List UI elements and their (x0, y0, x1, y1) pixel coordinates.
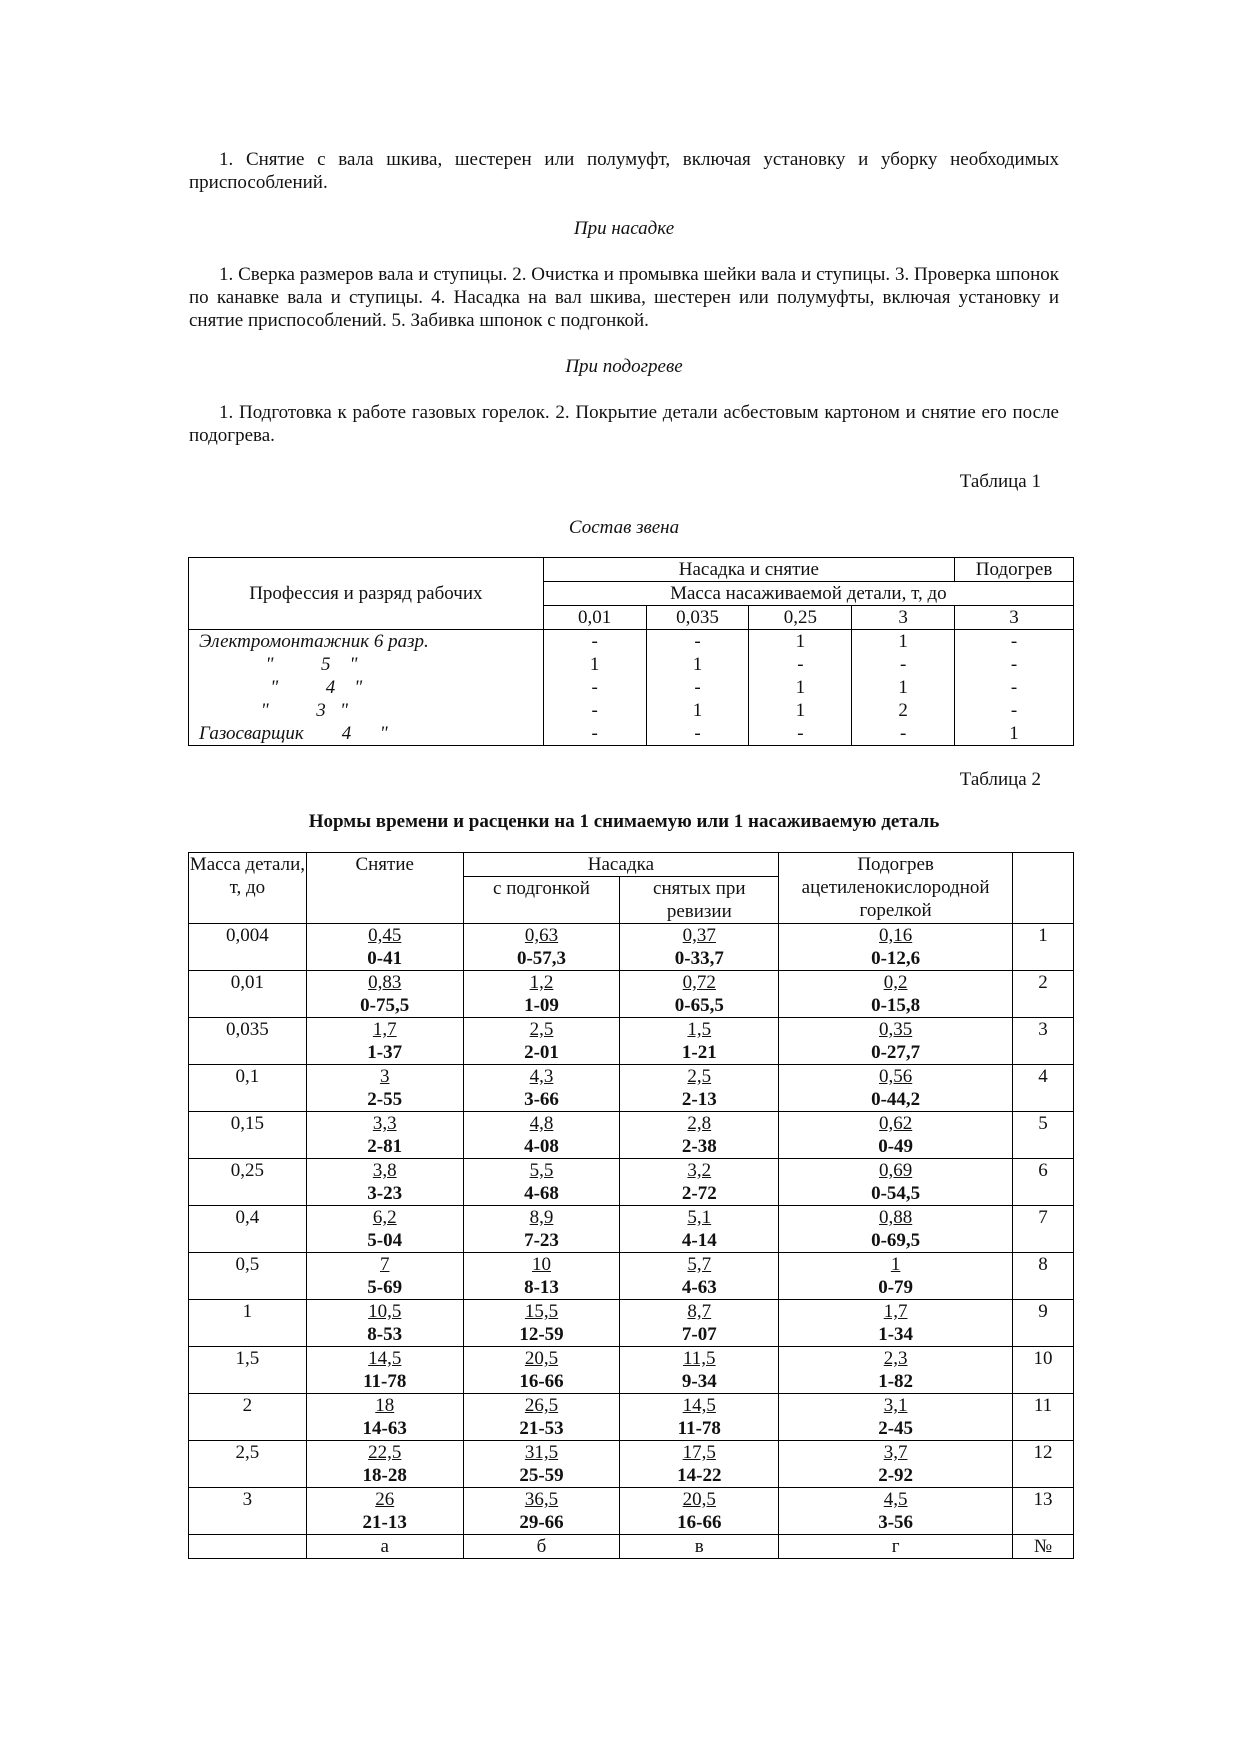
time-norm: 7 (379, 1254, 390, 1275)
norms-row (189, 1018, 1074, 1065)
norm-cell-a (306, 1018, 463, 1065)
table1-label: Таблица 1 (959, 471, 1041, 492)
mass-cell: 1,5 (189, 1347, 307, 1394)
norm-cell-d (779, 971, 1013, 1018)
rate-value: 1-37 (367, 1042, 403, 1063)
time-norm: 0,83 (368, 972, 402, 993)
mass-value: 3 (955, 606, 1074, 630)
norm-cell-c (620, 1159, 779, 1206)
time-norm: 18 (375, 1395, 395, 1416)
norm-cell-c (620, 971, 779, 1018)
time-norm: 0,16 (878, 925, 913, 946)
rate-value: 3-66 (524, 1089, 559, 1110)
rate-value: 4-63 (681, 1277, 717, 1298)
norm-cell-d (779, 1065, 1013, 1112)
footer-cell: г (779, 1535, 1013, 1559)
norm-cell-b (463, 1488, 620, 1535)
rate-value: 2-92 (878, 1465, 914, 1486)
norm-cell-c (620, 1253, 779, 1300)
row-number: 9 (1013, 1300, 1074, 1347)
crew-count-cell: - (543, 676, 646, 699)
time-norm: 31,5 (524, 1442, 559, 1463)
fitting-header: Насадка (463, 853, 779, 877)
norms-row (189, 1206, 1074, 1253)
mass-cell: 0,25 (189, 1159, 307, 1206)
time-norm: 10,5 (368, 1301, 402, 1322)
heating-heading: При подогреве (565, 356, 683, 377)
norms-row (189, 1441, 1074, 1488)
rate-value: 1-21 (681, 1042, 717, 1063)
norm-cell-b (463, 1018, 620, 1065)
table1-title: Состав звена (568, 517, 680, 538)
rate-value: 1-34 (878, 1324, 914, 1345)
row-number: 13 (1013, 1488, 1074, 1535)
crew-count-cell: 1 (749, 699, 852, 722)
time-norm: 0,45 (368, 925, 402, 946)
row-number: 10 (1013, 1347, 1074, 1394)
rate-value: 7-23 (524, 1230, 559, 1251)
row-number: 8 (1013, 1253, 1074, 1300)
time-norm: 15,5 (524, 1301, 559, 1322)
time-norm: 4,3 (529, 1066, 554, 1087)
norm-cell-b (463, 1394, 620, 1441)
profession-cell: Электромонтажник 6 разр. (189, 630, 544, 654)
table2-title: Нормы времени и расценки на 1 снимаемую или 1 насаживаемую деталь (308, 811, 940, 832)
norms-row (189, 1300, 1074, 1347)
table2-label: Таблица 2 (959, 769, 1041, 790)
norm-cell-b (463, 924, 620, 971)
norms-row (189, 971, 1074, 1018)
norm-cell-b (463, 1253, 620, 1300)
heating-header: Подогрев (955, 558, 1074, 582)
rate-value: 25-59 (519, 1465, 564, 1486)
rate-value: 8-13 (524, 1277, 559, 1298)
time-norm: 0,2 (883, 972, 908, 993)
fit-adjust-header: с подгонкой (463, 877, 620, 924)
rate-value: 2-81 (367, 1136, 403, 1157)
norms-row (189, 1065, 1074, 1112)
norm-cell-d (779, 1347, 1013, 1394)
time-norm: 11,5 (683, 1348, 716, 1369)
norm-cell-d (779, 1018, 1013, 1065)
crew-count-cell: - (955, 653, 1074, 676)
rate-value: 5-69 (367, 1277, 403, 1298)
mass-cell: 1 (189, 1300, 307, 1347)
norm-cell-a (306, 1300, 463, 1347)
norms-table (188, 852, 1074, 1559)
rate-value: 8-53 (367, 1324, 403, 1345)
fitting-paragraph: 1. Сверка размеров вала и ступицы. 2. Очистка и промывка шейки вала и ступицы. 3. Проверка шпонок по канавке вала и ступицы. 4. Насадка на вал шкива, шестерен или полумуфты, включая установку и снятие приспособлений. 5. Забивка шпонок с подгонкой. (189, 264, 1059, 331)
norm-cell-b (463, 971, 620, 1018)
crew-row (189, 653, 1074, 676)
rate-value: 0-65,5 (674, 995, 724, 1016)
norm-cell-a (306, 1159, 463, 1206)
rate-value: 0-75,5 (360, 995, 410, 1016)
norm-cell-a (306, 1065, 463, 1112)
time-norm: 0,37 (682, 925, 716, 946)
row-number: 7 (1013, 1206, 1074, 1253)
mass-cell: 3 (189, 1488, 307, 1535)
rate-value: 4-14 (681, 1230, 717, 1251)
rate-value: 2-72 (681, 1183, 717, 1204)
mass-value: 0,25 (749, 606, 852, 630)
rate-value: 11-78 (363, 1371, 407, 1392)
rate-value: 14-63 (362, 1418, 407, 1439)
norm-cell-a (306, 924, 463, 971)
time-norm: 1,2 (529, 972, 554, 993)
rate-value: 5-04 (367, 1230, 403, 1251)
row-number: 3 (1013, 1018, 1074, 1065)
rate-value: 0-69,5 (871, 1230, 921, 1251)
rate-value: 0-49 (878, 1136, 914, 1157)
profession-cell: " 4 " (189, 676, 544, 699)
crew-count-cell: - (543, 699, 646, 722)
rate-value: 4-68 (524, 1183, 559, 1204)
rate-value: 0-41 (367, 948, 403, 969)
rate-value: 21-53 (519, 1418, 564, 1439)
time-norm: 0,56 (878, 1066, 913, 1087)
norm-cell-d (779, 924, 1013, 971)
crew-count-cell: 1 (749, 676, 852, 699)
norm-cell-c (620, 1300, 779, 1347)
norm-cell-a (306, 1253, 463, 1300)
rate-value: 0-12,6 (871, 948, 921, 969)
heating-paragraph: 1. Подготовка к работе газовых горелок. 2. Покрытие детали асбестовым картоном и снятие его после подогрева. (189, 402, 1059, 446)
crew-count-cell: - (749, 722, 852, 746)
norm-cell-b (463, 1300, 620, 1347)
time-norm: 1 (890, 1254, 901, 1275)
norm-cell-d (779, 1206, 1013, 1253)
rate-value: 0-54,5 (871, 1183, 921, 1204)
norm-cell-c (620, 1018, 779, 1065)
time-norm: 0,35 (878, 1019, 913, 1040)
crew-count-cell: - (543, 722, 646, 746)
norm-cell-c (620, 924, 779, 971)
rate-value: 0-33,7 (674, 948, 724, 969)
row-number: 1 (1013, 924, 1074, 971)
crew-count-cell: 2 (852, 699, 955, 722)
norm-cell-d (779, 1112, 1013, 1159)
mass-cell: 0,004 (189, 924, 307, 971)
mass-cell: 0,1 (189, 1065, 307, 1112)
time-norm: 4,8 (529, 1113, 554, 1134)
norm-cell-a (306, 1347, 463, 1394)
rate-value: 2-38 (681, 1136, 717, 1157)
time-norm: 4,5 (883, 1489, 908, 1510)
mass-cell: 2,5 (189, 1441, 307, 1488)
norm-cell-d (779, 1159, 1013, 1206)
norm-cell-d (779, 1253, 1013, 1300)
time-norm: 10 (532, 1254, 551, 1275)
mass-value: 0,035 (646, 606, 749, 630)
norms-row (189, 1488, 1074, 1535)
norm-cell-a (306, 1441, 463, 1488)
norm-cell-d (779, 1394, 1013, 1441)
mass-header: Масса детали, т, до (189, 853, 307, 924)
crew-count-cell: 1 (955, 722, 1074, 746)
norms-row (189, 1347, 1074, 1394)
rate-value: 16-66 (677, 1512, 722, 1533)
norm-cell-b (463, 1441, 620, 1488)
crew-count-cell: - (646, 676, 749, 699)
time-norm: 8,7 (687, 1301, 712, 1322)
time-norm: 2,8 (687, 1113, 712, 1134)
rate-value: 2-13 (681, 1089, 717, 1110)
profession-cell: Газосварщик 4 " (189, 722, 544, 746)
time-norm: 6,2 (372, 1207, 397, 1228)
crew-row (189, 676, 1074, 699)
rate-value: 14-22 (677, 1465, 722, 1486)
rate-value: 0-57,3 (516, 948, 567, 969)
norms-row (189, 1253, 1074, 1300)
time-norm: 1,5 (687, 1019, 712, 1040)
mass-header: Масса насаживаемой детали, т, до (543, 582, 1073, 606)
time-norm: 17,5 (682, 1442, 716, 1463)
rate-value: 2-55 (367, 1089, 403, 1110)
norms-row (189, 1394, 1074, 1441)
time-norm: 0,62 (878, 1113, 913, 1134)
document-page (189, 148, 1059, 1559)
time-norm: 0,69 (878, 1160, 913, 1181)
crew-count-cell: - (543, 630, 646, 654)
time-norm: 26 (375, 1489, 395, 1510)
time-norm: 5,7 (687, 1254, 712, 1275)
row-number: 6 (1013, 1159, 1074, 1206)
rate-value: 0-15,8 (871, 995, 921, 1016)
row-number: 5 (1013, 1112, 1074, 1159)
mass-value: 0,01 (543, 606, 646, 630)
time-norm: 26,5 (524, 1395, 559, 1416)
crew-count-cell: - (646, 722, 749, 746)
norm-cell-b (463, 1159, 620, 1206)
norm-cell-c (620, 1065, 779, 1112)
crew-row (189, 630, 1074, 654)
norm-cell-c (620, 1112, 779, 1159)
time-norm: 14,5 (682, 1395, 716, 1416)
rate-value: 4-08 (524, 1136, 559, 1157)
time-norm: 2,5 (687, 1066, 712, 1087)
mass-cell: 0,035 (189, 1018, 307, 1065)
rate-value: 3-56 (878, 1512, 914, 1533)
crew-count-cell: - (749, 653, 852, 676)
time-norm: 8,9 (529, 1207, 554, 1228)
time-norm: 20,5 (524, 1348, 559, 1369)
time-norm: 2,3 (883, 1348, 908, 1369)
crew-count-cell: 1 (646, 653, 749, 676)
crew-count-cell: 1 (749, 630, 852, 654)
time-norm: 1,7 (372, 1019, 397, 1040)
rate-value: 1-82 (878, 1371, 914, 1392)
crew-count-cell: - (852, 722, 955, 746)
mass-cell: 2 (189, 1394, 307, 1441)
norm-cell-a (306, 1488, 463, 1535)
row-number: 12 (1013, 1441, 1074, 1488)
crew-count-cell: - (955, 630, 1074, 654)
norm-cell-d (779, 1300, 1013, 1347)
footer-cell: б (463, 1535, 620, 1559)
mass-cell: 0,5 (189, 1253, 307, 1300)
footer-cell (189, 1535, 307, 1559)
rate-value: 21-13 (362, 1512, 407, 1533)
crew-count-cell: - (955, 699, 1074, 722)
fit-revision-header: снятых при ревизии (620, 877, 779, 924)
time-norm: 36,5 (524, 1489, 559, 1510)
norm-cell-a (306, 1112, 463, 1159)
removal-header: Снятие (306, 853, 463, 924)
profession-cell: " 5 " (189, 653, 544, 676)
norm-cell-a (306, 1206, 463, 1253)
norm-cell-b (463, 1065, 620, 1112)
rate-value: 16-66 (519, 1371, 564, 1392)
time-norm: 3,2 (687, 1160, 712, 1181)
time-norm: 14,5 (368, 1348, 402, 1369)
norms-row (189, 1112, 1074, 1159)
rate-value: 0-44,2 (871, 1089, 921, 1110)
crew-row (189, 722, 1074, 746)
norm-cell-d (779, 1488, 1013, 1535)
profession-cell: " 3 " (189, 699, 544, 722)
rate-value: 0-79 (878, 1277, 914, 1298)
norm-cell-c (620, 1488, 779, 1535)
norm-cell-c (620, 1441, 779, 1488)
norm-cell-a (306, 971, 463, 1018)
norm-cell-c (620, 1394, 779, 1441)
time-norm: 3,1 (883, 1395, 908, 1416)
crew-count-cell: - (646, 630, 749, 654)
rate-value: 2-01 (524, 1042, 559, 1063)
norm-cell-b (463, 1347, 620, 1394)
norms-row (189, 924, 1074, 971)
row-number: 2 (1013, 971, 1074, 1018)
rate-value: 7-07 (681, 1324, 717, 1345)
time-norm: 0,63 (524, 925, 559, 946)
time-norm: 1,7 (883, 1301, 908, 1322)
fitting-heading: При насадке (573, 218, 675, 239)
norm-cell-b (463, 1112, 620, 1159)
crew-count-cell: 1 (852, 630, 955, 654)
norm-cell-c (620, 1206, 779, 1253)
index-header (1013, 853, 1074, 924)
time-norm: 3,3 (372, 1113, 397, 1134)
removal-paragraph: 1. Снятие с вала шкива, шестерен или полумуфт, включая установку и уборку необходимых приспособлений. (189, 149, 1059, 193)
norm-cell-d (779, 1441, 1013, 1488)
footer-cell: в (620, 1535, 779, 1559)
mass-cell: 0,15 (189, 1112, 307, 1159)
mass-value: 3 (852, 606, 955, 630)
crew-count-cell: 1 (543, 653, 646, 676)
crew-table (188, 557, 1074, 746)
time-norm: 0,88 (878, 1207, 913, 1228)
time-norm: 3 (379, 1066, 390, 1087)
rate-value: 9-34 (681, 1371, 717, 1392)
heating-header: Подогрев ацетиленокислородной горелкой (779, 853, 1013, 924)
crew-count-cell: - (852, 653, 955, 676)
rate-value: 11-78 (677, 1418, 721, 1439)
time-norm: 5,5 (529, 1160, 554, 1181)
rate-value: 2-45 (878, 1418, 914, 1439)
rate-value: 18-28 (362, 1465, 407, 1486)
row-number: 11 (1013, 1394, 1074, 1441)
rate-value: 29-66 (519, 1512, 564, 1533)
norm-cell-c (620, 1347, 779, 1394)
mass-cell: 0,4 (189, 1206, 307, 1253)
norm-cell-a (306, 1394, 463, 1441)
row-number: 4 (1013, 1065, 1074, 1112)
time-norm: 2,5 (529, 1019, 554, 1040)
time-norm: 5,1 (687, 1207, 712, 1228)
fit-remove-header: Насадка и снятие (543, 558, 954, 582)
crew-count-cell: - (955, 676, 1074, 699)
crew-row (189, 699, 1074, 722)
profession-header: Профессия и разряд рабочих (189, 558, 544, 630)
footer-cell: № (1013, 1535, 1074, 1559)
mass-cell: 0,01 (189, 971, 307, 1018)
time-norm: 22,5 (368, 1442, 402, 1463)
rate-value: 0-27,7 (871, 1042, 921, 1063)
rate-value: 1-09 (524, 995, 559, 1016)
time-norm: 3,8 (372, 1160, 397, 1181)
norms-row (189, 1159, 1074, 1206)
rate-value: 12-59 (519, 1324, 564, 1345)
norm-cell-b (463, 1206, 620, 1253)
rate-value: 3-23 (367, 1183, 403, 1204)
crew-count-cell: 1 (646, 699, 749, 722)
footer-cell: а (306, 1535, 463, 1559)
time-norm: 3,7 (883, 1442, 908, 1463)
crew-count-cell: 1 (852, 676, 955, 699)
time-norm: 20,5 (682, 1489, 716, 1510)
time-norm: 0,72 (682, 972, 716, 993)
